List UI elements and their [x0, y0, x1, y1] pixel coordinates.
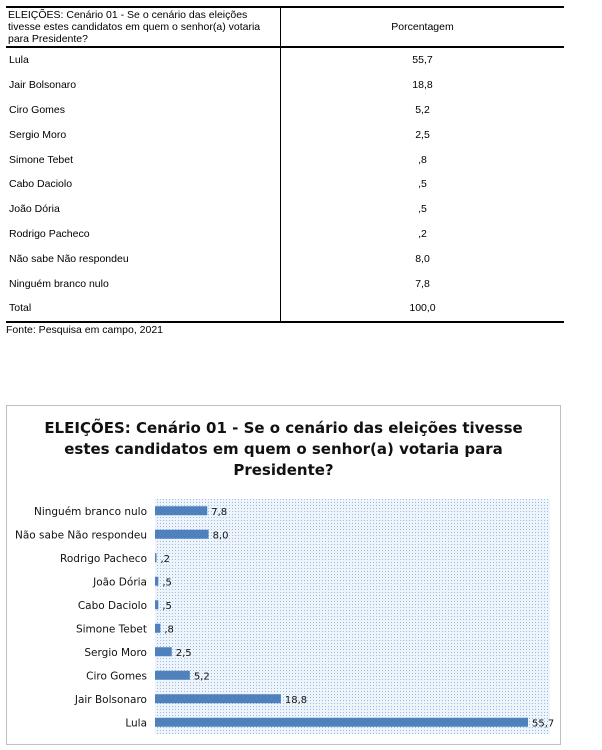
table-row: [6, 47, 564, 73]
header-line: para Presidente?: [8, 33, 88, 45]
category-label: João Dória: [93, 576, 147, 589]
candidate-cell: Sergio Moro: [6, 122, 281, 147]
category-label: Não sabe Não respondeu: [14, 529, 147, 542]
candidate-cell: Ciro Gomes: [6, 98, 281, 123]
data-label: 8,0: [212, 530, 229, 542]
table-row: [6, 73, 564, 98]
bar: [155, 647, 172, 656]
category-label: Simone Tebet: [75, 623, 147, 636]
category-label: Ciro Gomes: [86, 670, 147, 683]
candidate-cell: Cabo Daciolo: [6, 172, 281, 197]
category-label: Sergio Moro: [84, 646, 147, 659]
candidate-cell: Lula: [6, 47, 281, 73]
category-label: Jair Bolsonaro: [74, 693, 147, 706]
percent-cell: 18,8: [412, 79, 433, 92]
bar: [155, 506, 207, 515]
bar: [155, 624, 160, 633]
bar: [155, 553, 157, 562]
total-label-cell: Total: [6, 296, 281, 322]
data-label: ,8: [164, 624, 174, 636]
bar: [155, 530, 209, 539]
table-row: [6, 147, 564, 172]
candidate-cell: Simone Tebet: [6, 147, 281, 172]
category-label: Lula: [125, 717, 147, 730]
category-label: Ninguém branco nulo: [33, 505, 147, 518]
data-label: ,5: [162, 577, 172, 589]
data-label: 18,8: [284, 694, 308, 706]
percent-cell: 2,5: [415, 128, 430, 141]
data-label: 7,8: [211, 506, 228, 518]
results-table-section: [6, 6, 564, 336]
data-label: 2,5: [175, 647, 192, 659]
candidate-cell: Rodrigo Pacheco: [6, 222, 281, 247]
data-label: 5,2: [193, 671, 210, 683]
percent-cell: 8,0: [415, 252, 430, 265]
candidate-cell: Ninguém branco nulo: [6, 271, 281, 296]
percent-cell: ,8: [418, 153, 427, 166]
percent-cell: ,5: [418, 178, 427, 191]
data-label: 55,7: [532, 718, 555, 730]
percent-cell: 5,2: [415, 103, 430, 116]
bar-chart-panel: [6, 405, 561, 745]
table-header-row: [6, 7, 564, 47]
category-label: Cabo Daciolo: [77, 599, 147, 612]
bar: [155, 718, 528, 727]
table-row: [6, 271, 564, 296]
table-row: [6, 98, 564, 123]
chart-title-line: ELEIÇÕES: Cenário 01 - Se o cenário das eleições tivesse: [44, 419, 523, 437]
header-line: ELEIÇÕES: Cenário 01 - Se o cenário das eleições: [8, 9, 248, 21]
total-value-cell: 100,0: [409, 302, 436, 315]
bar: [155, 577, 158, 586]
candidate-column-header: [6, 7, 281, 47]
table-row: [6, 246, 564, 271]
table-row: [6, 122, 564, 147]
percent-cell: 55,7: [412, 54, 433, 67]
percent-cell: 7,8: [415, 277, 430, 290]
table-row: [6, 197, 564, 222]
candidate-cell: Jair Bolsonaro: [6, 73, 281, 98]
bar: [155, 600, 158, 609]
header-line: tivesse estes candidatos em quem o senhor(a) votaria: [8, 21, 261, 33]
percent-cell: ,5: [418, 203, 427, 216]
data-label: ,5: [162, 600, 172, 612]
bar: [155, 694, 281, 703]
candidate-cell: João Dória: [6, 197, 281, 222]
table-source-note: Fonte: Pesquisa em campo, 2021: [6, 323, 164, 336]
chart-title-line: Presidente?: [233, 461, 334, 479]
results-table: [6, 6, 564, 323]
bar: [155, 671, 190, 680]
data-label: ,2: [160, 553, 171, 565]
table-row: [6, 222, 564, 247]
table-total-row: [6, 296, 564, 322]
candidate-cell: Não sabe Não respondeu: [6, 246, 281, 271]
category-label: Rodrigo Pacheco: [60, 552, 147, 565]
table-row: [6, 172, 564, 197]
percent-column-header: Porcentagem: [391, 21, 454, 33]
chart-title-line: estes candidatos em quem o senhor(a) votaria para: [64, 440, 503, 458]
chart-title: [7, 418, 560, 481]
percent-cell: ,2: [418, 227, 427, 240]
